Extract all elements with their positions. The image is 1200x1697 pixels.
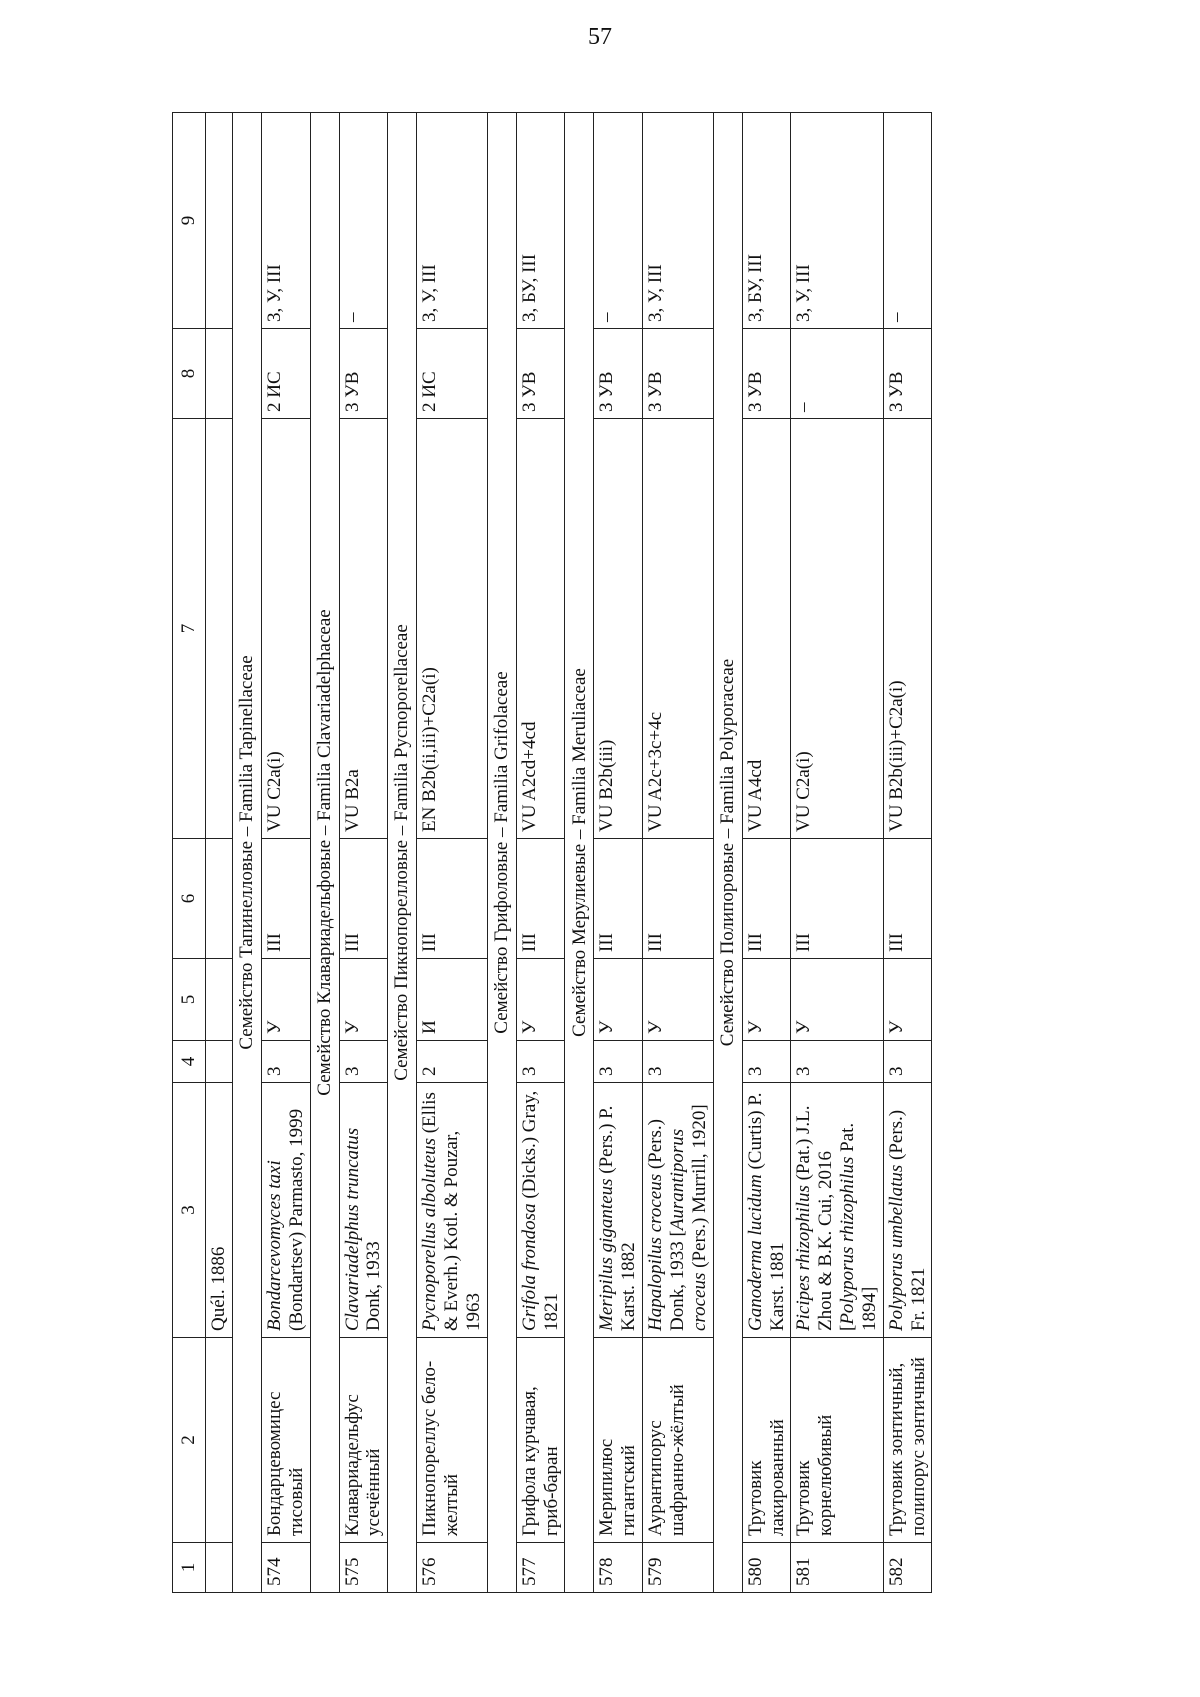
synonym-authority: Pat. 1894]: [837, 1122, 880, 1331]
regional-category: 3 УВ: [339, 329, 388, 419]
authority: (Curtis) P. Karst. 1881: [744, 1092, 788, 1331]
iucn-criteria: VU B2b(iii): [594, 419, 643, 839]
empty-cell: [206, 113, 233, 329]
scientific-name-cell: [643, 1083, 714, 1338]
synonym-authority: (Pers.) Murrill, 1920]: [688, 1104, 710, 1273]
federal-status: 3, У, III: [417, 113, 488, 329]
synonym-latin-name: Polyporus rhizophilus: [837, 1156, 859, 1325]
latin-name: Grifola frondosa: [518, 1203, 540, 1331]
family-row: [388, 113, 417, 1593]
family-row: [310, 113, 339, 1593]
russian-name: Бондарцевомицес тисовый: [261, 1338, 310, 1543]
regional-category: 3 УВ: [594, 329, 643, 419]
federal-status: 3, БУ, III: [516, 113, 565, 329]
table-row: [742, 113, 791, 1593]
authority: (Dicks.) Gray, 1821: [518, 1090, 562, 1331]
status-code: У: [516, 959, 565, 1041]
family-row: [232, 113, 261, 1593]
latin-name: Meripilus giganteus: [596, 1178, 618, 1331]
species-number: 579: [643, 1543, 714, 1593]
table-row: [339, 113, 388, 1593]
latin-name: Pycnoporellus alboluteus: [419, 1138, 441, 1331]
regional-category: 3 УВ: [643, 329, 714, 419]
latin-name: Picipes rhizophilus: [793, 1185, 815, 1331]
authority: (Pers.) P. Karst. 1882: [596, 1105, 640, 1331]
iucn-criteria: VU A2c+3c+4c: [643, 419, 714, 839]
table-row: [883, 113, 932, 1593]
status-code: У: [261, 959, 310, 1041]
priority-level: III: [339, 839, 388, 959]
federal-status: –: [339, 113, 388, 329]
federal-status: 3, У, III: [791, 113, 883, 329]
status-code: У: [339, 959, 388, 1041]
authority: (Pers.) Fr. 1821: [885, 1109, 929, 1331]
scientific-name-cell: [883, 1083, 932, 1338]
family-heading: Семейство Клавариадельфовые – Familia Clavariadelphaceae: [310, 113, 339, 1593]
column-header: 7: [173, 419, 206, 839]
empty-cell: [206, 329, 233, 419]
family-row: [713, 113, 742, 1593]
priority-level: III: [594, 839, 643, 959]
category-rf: 3: [339, 1041, 388, 1083]
latin-name: Polyporus umbellatus: [885, 1164, 907, 1331]
priority-level: III: [261, 839, 310, 959]
status-code: У: [643, 959, 714, 1041]
russian-name: Аурантипорус шафранно-жёлтый: [643, 1338, 714, 1543]
table-row: [791, 113, 883, 1593]
species-number: 581: [791, 1543, 883, 1593]
scientific-name-cell: [791, 1083, 883, 1338]
regional-category: 2 ИС: [417, 329, 488, 419]
status-code: И: [417, 959, 488, 1041]
latin-name: Ganoderma lucidum: [744, 1174, 766, 1331]
empty-cell: [206, 959, 233, 1041]
family-heading: Семейство Мерулиевые – Familia Meruliaceae: [565, 113, 594, 1593]
column-header: 8: [173, 329, 206, 419]
iucn-criteria: VU B2a: [339, 419, 388, 839]
category-rf: 3: [516, 1041, 565, 1083]
scientific-name-cell: [261, 1083, 310, 1338]
russian-name: Трутовик зонтичный, полипорус зонтичный: [883, 1338, 932, 1543]
scientific-name-cell: [516, 1083, 565, 1338]
federal-status: –: [594, 113, 643, 329]
regional-category: 2 ИС: [261, 329, 310, 419]
species-number: 582: [883, 1543, 932, 1593]
family-row: [565, 113, 594, 1593]
authority: (Ellis & Everh.) Kotl. & Pouzar, 1963: [419, 1092, 484, 1331]
column-header: 2: [173, 1338, 206, 1543]
status-code: У: [791, 959, 883, 1041]
category-rf: 2: [417, 1041, 488, 1083]
russian-name: Трутовик лакированный: [742, 1338, 791, 1543]
priority-level: III: [883, 839, 932, 959]
scientific-name-cell: [417, 1083, 488, 1338]
latin-name: Hapalopilus croceus: [645, 1173, 667, 1331]
rotated-table-wrapper: [172, 113, 1046, 1593]
family-row: [487, 113, 516, 1593]
priority-level: III: [791, 839, 883, 959]
priority-level: III: [643, 839, 714, 959]
carry-over-row: [206, 113, 233, 1593]
russian-name: Грифола курчавая, гриб-баран: [516, 1338, 565, 1543]
table-row: [516, 113, 565, 1593]
column-header: 4: [173, 1041, 206, 1083]
family-heading: Семейство Полипоровые – Familia Polyporaceae: [713, 113, 742, 1593]
iucn-criteria: VU C2a(i): [791, 419, 883, 839]
table-row: [594, 113, 643, 1593]
table-row: [643, 113, 714, 1593]
iucn-criteria: VU A4cd: [742, 419, 791, 839]
iucn-criteria: EN B2b(ii,iii)+C2a(i): [417, 419, 488, 839]
regional-category: 3 УВ: [883, 329, 932, 419]
column-header: 1: [173, 1543, 206, 1593]
authority: (Bondartsev) Parmasto, 1999: [285, 1108, 307, 1331]
authority: (Pat.) J.L. Zhou & B.K. Cui, 2016 [: [793, 1105, 859, 1331]
empty-cell: [206, 1041, 233, 1083]
regional-category: –: [791, 329, 883, 419]
column-header: 6: [173, 839, 206, 959]
priority-level: III: [417, 839, 488, 959]
russian-name: Мерипилюс гигантский: [594, 1338, 643, 1543]
latin-name: Bondarcevomyces taxi: [263, 1160, 285, 1331]
empty-cell: [206, 419, 233, 839]
species-number: 575: [339, 1543, 388, 1593]
page-number: 57: [588, 24, 612, 50]
regional-category: 3 УВ: [516, 329, 565, 419]
federal-status: –: [883, 113, 932, 329]
column-header: 3: [173, 1083, 206, 1338]
scientific-name-cell: [339, 1083, 388, 1338]
federal-status: 3, У, III: [261, 113, 310, 329]
latin-name: Clavariadelphus truncatus: [341, 1127, 363, 1331]
column-header: 9: [173, 113, 206, 329]
red-book-table: [172, 112, 932, 1593]
table-row: [417, 113, 488, 1593]
category-rf: 3: [643, 1041, 714, 1083]
scientific-name-cell: [594, 1083, 643, 1338]
empty-cell: [206, 1543, 233, 1593]
priority-level: III: [742, 839, 791, 959]
species-number: 574: [261, 1543, 310, 1593]
synonym-latin-name: Aurantiporus croceus: [666, 1128, 710, 1331]
family-heading: Семейство Пикнопорелловые – Familia Pycnoporellaceae: [388, 113, 417, 1593]
status-code: У: [594, 959, 643, 1041]
species-number: 578: [594, 1543, 643, 1593]
iucn-criteria: VU B2b(iii)+C2a(i): [883, 419, 932, 839]
iucn-criteria: VU C2a(i): [261, 419, 310, 839]
category-rf: 3: [883, 1041, 932, 1083]
russian-name: Клавариадельфус усечённый: [339, 1338, 388, 1543]
family-heading: Семейство Тапинелловые – Familia Tapinellaceae: [232, 113, 261, 1593]
category-rf: 3: [261, 1041, 310, 1083]
species-number: 580: [742, 1543, 791, 1593]
category-rf: 3: [742, 1041, 791, 1083]
species-number: 576: [417, 1543, 488, 1593]
status-code: У: [883, 959, 932, 1041]
column-header: 5: [173, 959, 206, 1041]
header-row: [173, 113, 206, 1593]
federal-status: 3, У, III: [643, 113, 714, 329]
status-code: У: [742, 959, 791, 1041]
authority: (Pers.) Donk, 1933 [: [645, 1119, 688, 1331]
russian-name: Пикнопореллус бело-желтый: [417, 1338, 488, 1543]
federal-status: 3, БУ, III: [742, 113, 791, 329]
scientific-name-cell: [742, 1083, 791, 1338]
iucn-criteria: VU A2cd+4cd: [516, 419, 565, 839]
species-number: 577: [516, 1543, 565, 1593]
empty-cell: [206, 839, 233, 959]
carry-over-authority: Quél. 1886: [206, 1083, 233, 1338]
priority-level: III: [516, 839, 565, 959]
family-heading: Семейство Грифоловые – Familia Grifolaceae: [487, 113, 516, 1593]
russian-name: Трутовик корнелюбивый: [791, 1338, 883, 1543]
regional-category: 3 УВ: [742, 329, 791, 419]
category-rf: 3: [791, 1041, 883, 1083]
table-row: [261, 113, 310, 1593]
authority: Donk, 1933: [363, 1241, 385, 1331]
category-rf: 3: [594, 1041, 643, 1083]
empty-cell: [206, 1338, 233, 1543]
